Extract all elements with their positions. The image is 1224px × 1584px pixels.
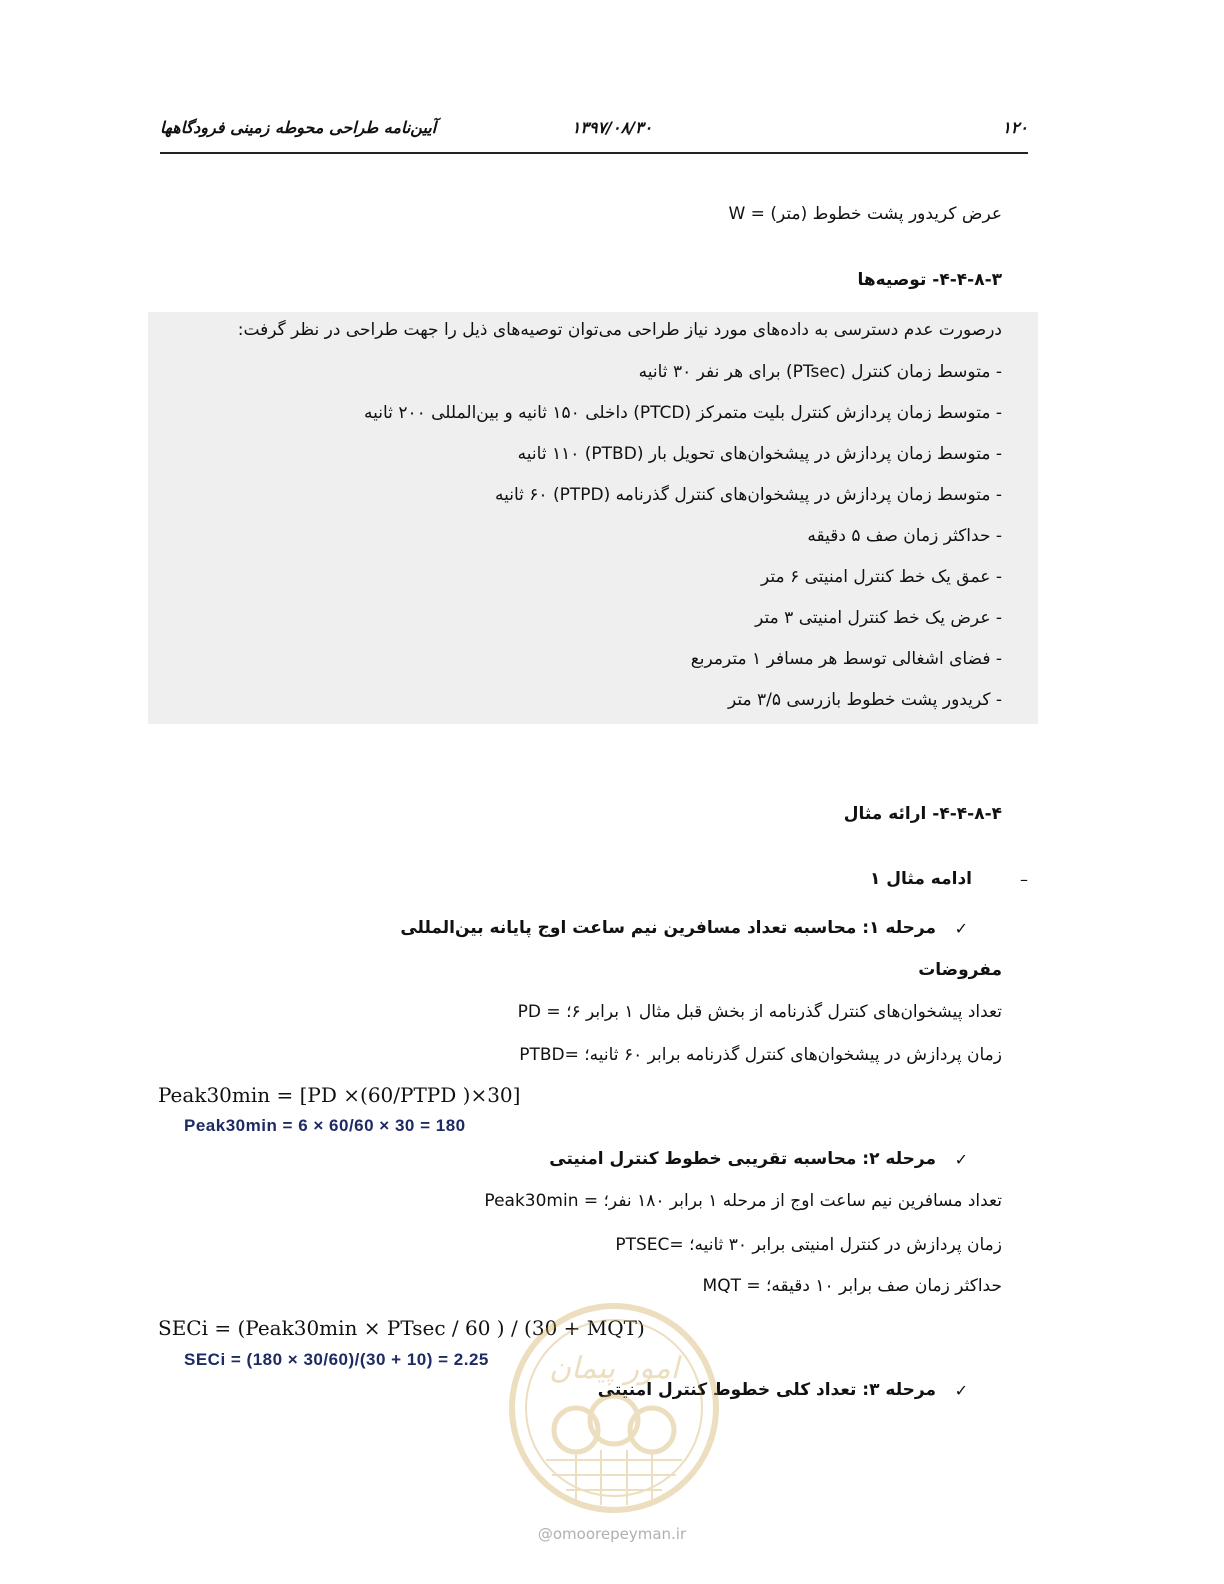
assumptions-label: مفروضات [918, 960, 1002, 980]
footer-watermark: @omoorepeyman.ir [537, 1525, 687, 1543]
example-heading: ۴-۴-۸-۴- ارائه مثال [843, 804, 1002, 824]
w-definition: W = عرض کریدور پشت خطوط (متر) [728, 204, 1002, 224]
recommendations-heading: ۴-۴-۸-۳- توصیه‌ها [857, 270, 1002, 290]
checkmark-icon: ✓ [954, 1381, 968, 1400]
checkmark-icon: ✓ [954, 1150, 968, 1169]
recommendation-item: - عمق یک خط کنترل امنیتی ۶ متر [761, 567, 1002, 587]
stage1-title: مرحله ۱: محاسبه تعداد مسافرین نیم ساعت اوج پایانه بین‌المللی [400, 918, 936, 938]
calc-peak30min: Peak30min = 6 × 60/60 × 30 = 180 [184, 1116, 466, 1135]
recommendation-item: - کریدور پشت خطوط بازرسی ۳/۵ متر [727, 690, 1002, 710]
recommendation-item: - متوسط زمان پردازش در پیشخوان‌های تحویل بار (PTBD) ۱۱۰ ثانیه [517, 444, 1002, 464]
calc-seci: SECi = (180 × 30/60)/(30 + 10) = 2.25 [184, 1350, 489, 1369]
pd-definition: PD = تعداد پیشخوان‌های کنترل گذرنامه از بخش قبل مثال ۱ برابر ۶؛ [517, 1002, 1002, 1022]
stage2-title: مرحله ۲: محاسبه تقریبی خطوط کنترل امنیتی [549, 1149, 936, 1169]
checkmark-icon: ✓ [954, 919, 968, 938]
ptsec-definition: PTSEC= زمان پردازش در کنترل امنیتی برابر ۳۰ ثانیه؛ [615, 1235, 1002, 1255]
example-continuation: ادامه مثال ۱ [869, 869, 972, 889]
watermark-stamp [506, 1300, 722, 1516]
recommendations-intro: درصورت عدم دسترسی به داده‌های مورد نیاز طراحی می‌توان توصیه‌های ذیل را جهت طراحی در نظر گرفت: [237, 320, 1002, 340]
recommendation-item: - حداکثر زمان صف ۵ دقیقه [807, 526, 1002, 546]
recommendation-item: - متوسط زمان پردازش در پیشخوان‌های کنترل گذرنامه (PTPD) ۶۰ ثانیه [495, 485, 1002, 505]
ptpd-definition: PTBD= زمان پردازش در پیشخوان‌های کنترل گذرنامه برابر ۶۰ ثانیه؛ [519, 1045, 1002, 1065]
document-title: آیین‌نامه طراحی محوطه زمینی فرودگاهها [160, 118, 437, 137]
header-date: ۱۳۹۷/۰۸/۳۰ [571, 118, 653, 137]
recommendation-item: - فضای اشغالی توسط هر مسافر ۱ مترمربع [690, 649, 1002, 669]
peak-definition: Peak30min = تعداد مسافرین نیم ساعت اوج از مرحله ۱ برابر ۱۸۰ نفر؛ [484, 1191, 1002, 1211]
recommendation-item: - متوسط زمان کنترل (PTsec) برای هر نفر ۳۰ ثانیه [638, 362, 1002, 382]
recommendation-item: - عرض یک خط کنترل امنیتی ۳ متر [755, 608, 1002, 628]
recommendation-item: - متوسط زمان پردازش کنترل بلیت متمرکز (PTCD) داخلی ۱۵۰ ثانیه و بین‌المللی ۲۰۰ ثانیه [364, 403, 1002, 423]
page-number: ۱۲۰ [1002, 118, 1028, 137]
header-divider [160, 152, 1028, 154]
formula-peak30min: Peak30min = [PD ×(60/PTPD )×30] [158, 1083, 521, 1107]
svg-text:امور پیمان: امور پیمان [549, 1351, 679, 1386]
mqt-definition: MQT = حداکثر زمان صف برابر ۱۰ دقیقه؛ [702, 1276, 1002, 1296]
stage3-title: مرحله ۳: تعداد کلی خطوط کنترل امنیتی [597, 1380, 936, 1400]
formula-seci: SECi = (Peak30min × PTsec / 60 ) / (30 + MQT) [158, 1316, 645, 1340]
dash-bullet: – [1020, 870, 1028, 889]
